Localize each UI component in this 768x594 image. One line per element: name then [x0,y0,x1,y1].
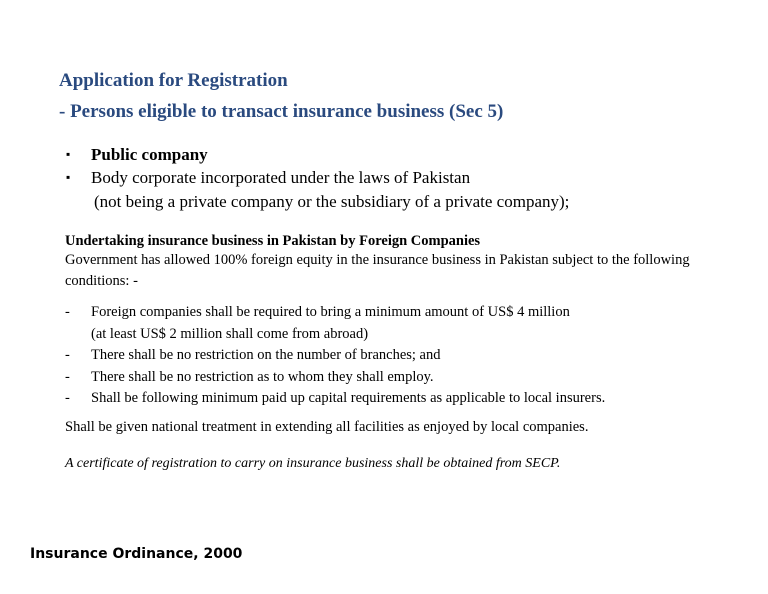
square-bullet-icon: ▪ [66,147,71,161]
list-item-continuation [65,324,725,346]
dash-bullet-icon: - [65,347,70,363]
list-item-label: There shall be no restriction on the number of branches; and [91,347,441,363]
list-item [65,367,725,389]
list-item [65,302,725,324]
eligible-persons-list [66,143,470,189]
footer-source: Insurance Ordinance, 2000 [30,546,243,562]
certificate-note: A certificate of registration to carry on insurance business shall be obtained from SECP. [65,456,561,471]
list-item-label: Foreign companies shall be required to bring a minimum amount of US$ 4 million [91,304,570,320]
dash-bullet-icon: - [65,304,70,320]
eligible-continuation: (not being a private company or the subsidiary of a private company); [94,192,570,211]
national-treatment-text: Shall be given national treatment in extending all facilities as enjoyed by local companies. [65,419,589,435]
dash-bullet-icon: - [65,368,70,385]
foreign-intro: Government has allowed 100% foreign equity in the insurance business in Pakistan subject to the following conditions: - [65,252,690,289]
list-item-label: (at least US$ 2 million shall come from abroad) [91,325,369,342]
list-item-label: Public company [91,145,208,164]
list-item [65,388,725,410]
list-item [66,166,470,189]
list-item-label: Body corporate incorporated under the laws of Pakistan [91,168,471,187]
conditions-list [65,302,725,410]
foreign-companies-heading: Undertaking insurance business in Pakistan by Foreign Companies [65,233,481,249]
square-bullet-icon: ▪ [66,170,71,184]
list-item-label: There shall be no restriction as to whom they shall employ. [91,368,434,385]
list-item [66,143,470,166]
list-item [65,345,725,367]
list-item-label: Shall be following minimum paid up capital requirements as applicable to local insurers. [91,390,606,406]
slide-subtitle: - Persons eligible to transact insurance business (Sec 5) [59,101,504,122]
slide-title: Application for Registration [59,70,288,91]
dash-bullet-icon: - [65,390,70,406]
